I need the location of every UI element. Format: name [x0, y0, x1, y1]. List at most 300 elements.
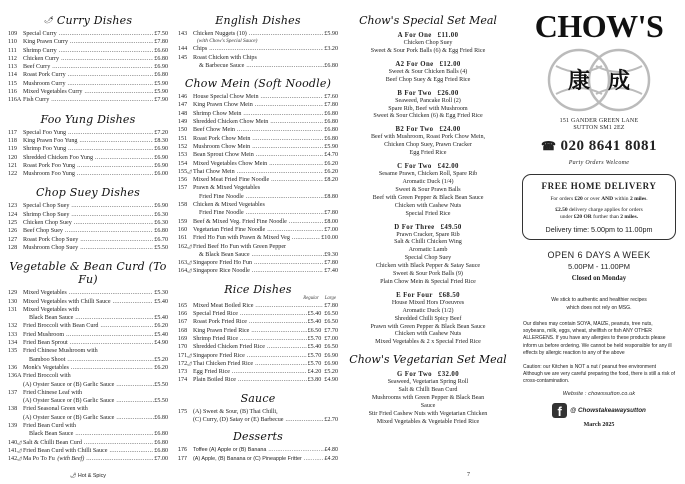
item-name: Shredded Chicken Foo Yung — [23, 154, 94, 161]
meal-header — [347, 125, 509, 134]
item-name: Shrimp Curry — [23, 47, 57, 54]
meal-line: Mixed Vegetables & Vegetable Fried Rice — [376, 418, 480, 425]
rice-list — [178, 302, 338, 385]
sauce-list — [178, 408, 338, 425]
item-sub: Fried Fine Noodle — [199, 193, 244, 200]
item-name: Mushroom Chop Suey — [23, 244, 79, 251]
item-number: 153 — [178, 152, 188, 159]
menu-item — [8, 154, 168, 162]
meal-line: Plain Chow Mein & Special Fried Rice — [380, 278, 476, 285]
menu-item — [178, 118, 338, 126]
item-name: Chips — [193, 46, 208, 53]
menu-item — [178, 343, 338, 351]
item-name: Fried Bean Curd with — [23, 422, 76, 429]
item-name: Mixed Meat Boiled Rice — [193, 302, 254, 309]
menu-item — [8, 219, 168, 227]
item-name: King Prawn Foo Yung — [23, 137, 78, 144]
meal-code: B2 — [395, 126, 405, 134]
item-number: 171 — [178, 352, 188, 359]
english-list — [178, 30, 338, 70]
item-number: 123 — [8, 203, 18, 210]
menu-item — [8, 322, 168, 330]
menu-item — [8, 439, 168, 447]
menu-item — [8, 38, 168, 46]
menu-item — [178, 54, 338, 62]
item-number: 132 — [8, 323, 18, 330]
meal-price: £11.00 — [437, 32, 459, 39]
item-name: Roast Pork Fried Rice — [193, 319, 247, 326]
fooyung-list — [8, 129, 168, 179]
item-sub: (A) Oyster Sauce or (B) Garlic Sauce — [23, 398, 115, 405]
menu-item — [178, 302, 338, 310]
menu-item — [178, 335, 338, 343]
item-name: Fried Ho Fun with Prawn & Mixed Veg — [193, 235, 290, 242]
item-price-regular: £5.40 — [307, 344, 322, 351]
item-number: 113 — [8, 64, 17, 71]
item-number: 170 — [178, 344, 188, 351]
item-price: £6.80 — [154, 228, 168, 235]
item-name: Fried Seasonal Green with — [23, 406, 88, 413]
veg-title: Vegetable & Bean Curd (To Fu) — [9, 260, 167, 287]
item-name: Singapore Fried Ho Fun — [193, 260, 253, 267]
address-line-1: 151 GANDER GREEN LANE — [559, 118, 639, 124]
item-name: Mushroom Curry — [23, 80, 66, 87]
item-number: 133 — [8, 331, 18, 338]
chili-pepper-icon: 🌶 — [187, 260, 193, 266]
item-number: 140 — [8, 439, 18, 446]
fooyung-title: Foo Yung Dishes — [40, 112, 136, 126]
item-number: 160 — [178, 226, 188, 233]
menu-item — [178, 234, 338, 242]
item-number: 169 — [178, 335, 188, 342]
caution-notice: Caution: our Kitchen is NOT a nut / peanut free environment Although we are very careful preparing the food, there is still a risk of cross-contamination. — [523, 364, 676, 385]
menu-item — [178, 143, 338, 151]
meal-line: Chicken with Cashew Nuts — [394, 202, 462, 209]
item-name: Egg Fried Rice — [193, 369, 230, 376]
chopsuey-list — [8, 202, 168, 252]
item-name: Roast Chicken with Chips — [193, 54, 257, 61]
menu-item — [8, 447, 168, 455]
meal-header — [347, 223, 509, 232]
item-name: Fried Bean Sprout — [23, 340, 68, 347]
phone-text: 020 8641 8081 — [560, 138, 657, 154]
item-price-regular: £4.20 — [307, 369, 322, 376]
item-note: (with Beef) — [57, 456, 85, 463]
item-name: Mixed Vegetables Chow Mein — [193, 160, 268, 167]
meal-line: Salt & Chilli Chicken Wing — [394, 239, 462, 246]
item-price: £6.80 — [154, 72, 168, 79]
menu-item — [178, 243, 338, 251]
menu-item — [178, 259, 338, 267]
item-price: £10.00 — [321, 235, 338, 242]
meal-line: Beef with Green Pepper & Black Bean Sauce — [372, 194, 484, 201]
item-price-regular: £5.70 — [307, 352, 322, 359]
menu-item — [8, 339, 168, 347]
item-price-large: £7.70 — [324, 327, 338, 334]
menu-item — [178, 201, 338, 209]
menu-item — [178, 446, 338, 454]
menu-item — [8, 405, 168, 413]
menu-item — [8, 227, 168, 235]
column-1 — [8, 0, 168, 479]
veg-list — [8, 289, 168, 463]
item-number: 135 — [8, 348, 18, 355]
item-price: £8.00 — [324, 218, 338, 225]
item-name: Special Fried Rice — [193, 311, 239, 318]
item-price: £6.20 — [154, 364, 168, 371]
item-price: £5.90 — [154, 80, 168, 87]
menu-item — [8, 389, 168, 397]
item-number: 136 — [8, 364, 18, 371]
item-name: Roast Pork Foo Yung — [23, 162, 76, 169]
item-price: £2.70 — [324, 416, 338, 423]
item-number: 128 — [8, 244, 18, 251]
legend-label: Hot & Spicy — [77, 473, 107, 480]
msg-note: We stick to authentic and healthier recipes which does not rely on MSG. — [551, 297, 647, 311]
item-price-large: £5.20 — [324, 369, 338, 376]
chili-pepper-icon: 🌶 — [187, 352, 193, 358]
item-name: Special Chop Suey — [23, 203, 70, 210]
item-number: 120 — [8, 154, 18, 161]
item-number: 154 — [178, 160, 188, 167]
item-name: Chicken Curry — [23, 55, 60, 62]
desserts-title: Desserts — [232, 430, 284, 444]
item-name: King Prawn Curry — [23, 39, 69, 46]
menu-item — [178, 30, 338, 38]
item-name: Plain Boiled Rice — [193, 377, 236, 384]
item-price: £3.20 — [324, 46, 338, 53]
item-number: 119 — [8, 146, 17, 153]
item-price: £6.90 — [154, 64, 168, 71]
item-number: 118 — [8, 137, 17, 144]
set-meal — [347, 125, 509, 158]
item-price: £7.80 — [154, 39, 168, 46]
meal-line: Seaweed, Pancake Roll (2) — [395, 97, 461, 104]
meal-line: Chicken with Black Pepper & Satay Sauce — [375, 263, 481, 270]
item-price: £6.20 — [154, 323, 168, 330]
menu-item — [8, 202, 168, 210]
menu-item — [178, 176, 338, 184]
delivery-charge: £2.50 delivery charge applies for orders under £20 OR further than 2 miles. — [555, 207, 643, 220]
meal-price: £32.00 — [437, 371, 460, 379]
item-price: £4.80 — [324, 447, 338, 454]
item-number: 115 — [8, 80, 17, 87]
menu-item — [178, 376, 338, 384]
menu-item — [8, 137, 168, 145]
item-name: Mixed Meat Fried Fine Noodle — [193, 177, 270, 184]
meal-line: Shredded Chilli Spicy Beef — [394, 315, 462, 322]
item-price-regular: £6.50 — [307, 327, 322, 334]
menu-item — [8, 96, 168, 104]
meal-line: Mushrooms with Green Pepper & Black Bean — [371, 395, 485, 402]
menu-item — [8, 30, 168, 38]
menu-item-sub — [178, 209, 338, 217]
item-name: Toffee (A) Apple or (B) Banana — [193, 447, 267, 454]
menu-item — [178, 360, 338, 368]
logo-char-1: 康 — [567, 69, 591, 94]
chili-pepper-icon: 🌶 — [187, 360, 193, 366]
item-sub: (A) Oyster Sauce or (B) Garlic Sauce — [23, 381, 115, 388]
meal-line: Aromatic Lamb — [408, 247, 448, 254]
item-price-large: £7.00 — [324, 335, 338, 342]
meal-header — [347, 60, 509, 69]
item-name: Mixed Vegetables — [23, 290, 67, 297]
item-price: £6.80 — [324, 110, 338, 117]
item-name: (A) Sweet & Sour, (B) Thai Chilli, — [193, 408, 278, 415]
chili-pepper-icon: 🌶 — [69, 473, 77, 480]
item-name: Prawn & Mixed Vegetables — [193, 185, 261, 192]
menu-item — [8, 347, 168, 355]
menu-item — [178, 226, 338, 234]
meal-price: £68.50 — [438, 291, 460, 299]
item-name: Chicken & Mixed Vegetables — [193, 202, 265, 209]
item-price: £6.00 — [154, 171, 168, 178]
item-price: £7.90 — [154, 97, 168, 104]
english-title: English Dishes — [215, 14, 301, 27]
meal-line: Sweet & Sour Chicken (6) & Egg Fried Rice — [373, 113, 483, 120]
menu-item — [178, 368, 338, 376]
menu-item-sub — [8, 381, 168, 389]
menu-item — [178, 93, 338, 101]
item-number: 114 — [8, 72, 17, 79]
item-number: 155 — [178, 168, 188, 175]
item-sub: Black Bean Sauce — [29, 431, 74, 438]
meal-header — [347, 162, 509, 171]
item-number: 136A — [8, 373, 22, 380]
delivery-condition: For orders £20 or over AND within 2 miles. — [550, 196, 648, 202]
item-price: £8.30 — [154, 137, 168, 144]
menu-item — [8, 88, 168, 96]
item-number: 146 — [178, 94, 188, 101]
meal-line: Sesame Prawn, Chicken Roll, Spare Rib — [378, 171, 478, 178]
item-price-regular: £5.40 — [307, 319, 322, 326]
item-number: 167 — [178, 319, 188, 326]
menu-item-sub — [8, 314, 168, 322]
item-name: Mixed Vegetables with Chilli Sauce — [23, 298, 111, 305]
item-price: £6.60 — [154, 47, 168, 54]
facebook-handle: @ Chowstakeawaysutton — [570, 406, 646, 414]
menu-item — [8, 331, 168, 339]
meal-line: Spare Rib, Beef with Mushroom — [388, 105, 468, 112]
item-price: £7.00 — [154, 456, 168, 463]
meal-line: Salt & Chilli Bean Curd — [398, 387, 458, 394]
address — [518, 118, 680, 132]
item-name: King Prawn Chow Mein — [193, 102, 253, 109]
menu-item — [178, 184, 338, 192]
item-number: 175 — [178, 408, 188, 415]
set-meal — [347, 223, 509, 287]
item-name: Salt & Chilli Bean Curd — [23, 439, 82, 446]
item-number: 110 — [8, 39, 17, 46]
chili-pepper-icon: 🌶 — [43, 16, 53, 24]
item-price: £5.40 — [154, 331, 168, 338]
item-number: 126 — [8, 228, 18, 235]
curry-list — [8, 30, 168, 105]
item-price-regular: £3.80 — [307, 377, 322, 384]
item-name: Shrimp Foo Yung — [23, 146, 67, 153]
item-price: £6.80 — [154, 414, 168, 421]
menu-item — [178, 455, 338, 463]
item-number: 172 — [178, 360, 188, 367]
set-meal-list — [347, 31, 509, 347]
menu-item — [178, 168, 338, 176]
item-price: £6.30 — [154, 211, 168, 218]
item-number: 127 — [8, 236, 18, 243]
item-price: £7.00 — [324, 226, 338, 233]
item-number: 176 — [178, 447, 187, 454]
menu-item — [178, 327, 338, 335]
item-number: 174 — [178, 377, 188, 384]
website-link[interactable]: Website : chowssutton.co.uk — [562, 390, 636, 397]
opening-hours: 5.00PM - 11.00PM — [568, 262, 630, 271]
item-price: £5.40 — [154, 315, 168, 322]
menu-item — [8, 422, 168, 430]
meal-code: B — [397, 89, 403, 97]
item-name: Singapore Rice Noodle — [193, 268, 250, 275]
item-number: 147 — [178, 102, 188, 109]
chili-pepper-icon: 🌶 — [187, 168, 193, 174]
chili-pepper-icon: 🌶 — [17, 456, 23, 462]
delivery-time: Delivery time: 5.00pm to 11.00pm — [545, 225, 653, 234]
meal-header — [347, 31, 509, 40]
item-name: Thai Chow Mein — [193, 168, 235, 175]
column-4 — [518, 0, 680, 428]
item-name: Beef & Mixed Veg. Fried Fine Noodle — [193, 218, 287, 225]
meal-header — [347, 370, 509, 379]
item-price: £6.90 — [154, 154, 168, 161]
item-price: £6.70 — [154, 236, 168, 243]
regular-header: Regular — [303, 295, 319, 301]
item-price: £6.30 — [154, 220, 168, 227]
item-number: 116 — [8, 89, 17, 96]
meal-price: £49.50 — [440, 223, 462, 231]
hot-spicy-legend — [8, 473, 168, 479]
logo-icon — [547, 48, 651, 112]
item-name: Singapore Fried Rice — [193, 352, 245, 359]
item-name: Mixed Vegetables Curry — [23, 89, 83, 96]
chili-pepper-icon: 🌶 — [187, 243, 193, 249]
meal-line: Special Chop Suey — [404, 255, 452, 262]
meal-code: A2 — [395, 60, 405, 68]
item-price: £6.90 — [154, 203, 168, 210]
chopsuey-title: Chop Suey Dishes — [36, 186, 140, 200]
item-name: King Prawn Fried Rice — [193, 327, 250, 334]
item-number: 124 — [8, 211, 18, 218]
item-name: Shrimp Chow Mein — [193, 110, 242, 117]
facebook-icon: f — [552, 403, 567, 418]
item-number: 168 — [178, 327, 188, 334]
item-name: Fried Chinese Mushroom with — [23, 348, 98, 355]
chili-pepper-icon: 🌶 — [17, 447, 23, 453]
menu-item-sub — [178, 251, 338, 259]
item-name: Chicken Chop Suey — [23, 220, 72, 227]
item-price: £7.50 — [154, 31, 168, 37]
logo-char-2: 成 — [607, 69, 631, 94]
item-price-large: £6.50 — [324, 319, 338, 326]
item-name: Fried Chinese Leaf with — [23, 389, 83, 396]
item-name: House Special Chow Mein — [193, 94, 259, 101]
chili-pepper-icon: 🌶 — [187, 268, 193, 274]
menu-item-sub — [8, 414, 168, 422]
item-name: Thai Chicken Fried Rice — [193, 360, 254, 367]
set-meal-title: Chow's Special Set Meal — [359, 14, 497, 27]
item-sub: (C) Curry, (D) Satay or (E) Barbecue — [193, 416, 284, 423]
item-price-regular: £5.40 — [307, 311, 322, 318]
item-sub: Bamboo Shoot — [29, 356, 66, 363]
meal-label: For Three — [401, 223, 435, 231]
curry-title-text: Curry Dishes — [56, 14, 133, 27]
meal-label: For One — [404, 32, 432, 39]
menu-item — [8, 211, 168, 219]
item-number: 166 — [178, 311, 188, 318]
item-price: £5.90 — [324, 31, 338, 37]
item-price: £5.40 — [154, 298, 168, 305]
set-meal — [347, 89, 509, 122]
set-meal — [347, 291, 509, 347]
facebook-link[interactable] — [518, 403, 680, 418]
item-price: £9.30 — [324, 251, 338, 258]
meal-line: Sweet & Sour Chicken Balls (4) — [388, 68, 468, 75]
item-price: £5.50 — [154, 381, 168, 388]
menu-item — [178, 218, 338, 226]
phone-number[interactable] — [518, 138, 680, 155]
meal-label: For Two — [404, 371, 432, 379]
menu-item — [178, 160, 338, 168]
curry-title — [8, 14, 168, 27]
item-number: 165 — [178, 302, 188, 309]
menu-item — [8, 55, 168, 63]
item-name: Roast Pork Chow Mein — [193, 135, 251, 142]
item-price: £6.80 — [324, 119, 338, 126]
chowmein-list — [178, 93, 338, 276]
item-name: Bean Sprout Chow Mein — [193, 152, 254, 159]
item-price: £7.80 — [324, 260, 338, 267]
party-orders: Party Orders Welcome — [568, 160, 630, 166]
item-price-regular: £5.70 — [307, 335, 322, 342]
item-name: Mushroom Foo Yung — [23, 171, 75, 178]
item-number: 158 — [178, 202, 188, 209]
menu-item-sub — [8, 356, 168, 364]
veg-set-meal-title: Chow's Vegetarian Set Meal — [349, 353, 507, 367]
meal-label: For Two — [406, 126, 434, 134]
menu-item — [8, 364, 168, 372]
item-number: 159 — [178, 218, 188, 225]
item-price: £5.50 — [154, 398, 168, 405]
item-number: 111 — [8, 47, 17, 54]
item-name: Vegetarian Fried Fine Noodle — [193, 226, 266, 233]
item-sub: Fried Fine Noodle — [199, 210, 244, 217]
item-price: £5.90 — [324, 143, 338, 150]
item-number: 122 — [8, 171, 18, 178]
item-name: Shrimp Fried Rice — [193, 335, 239, 342]
item-price: £5.50 — [154, 244, 168, 251]
item-number: 156 — [178, 177, 188, 184]
item-price: £5.30 — [154, 290, 168, 297]
rice-title: Rice Dishes — [224, 282, 292, 296]
meal-line: Mixed Vegetables & 2 x Special Fried Rice — [375, 339, 481, 346]
meal-line: Sweet & Sour Pork Balls (6) & Egg Fried Rice — [370, 47, 486, 54]
item-price: £6.80 — [154, 431, 168, 438]
menu-item-sub — [178, 193, 338, 201]
item-number: 163 — [178, 260, 188, 267]
delivery-box — [522, 174, 676, 240]
item-number: 141 — [8, 447, 18, 454]
menu-item — [8, 80, 168, 88]
item-price: £7.80 — [324, 102, 338, 109]
menu-item — [178, 310, 338, 318]
meal-line: Beef Chop Suey & Egg Fried Rice — [385, 76, 471, 83]
item-price: £7.20 — [154, 129, 168, 136]
